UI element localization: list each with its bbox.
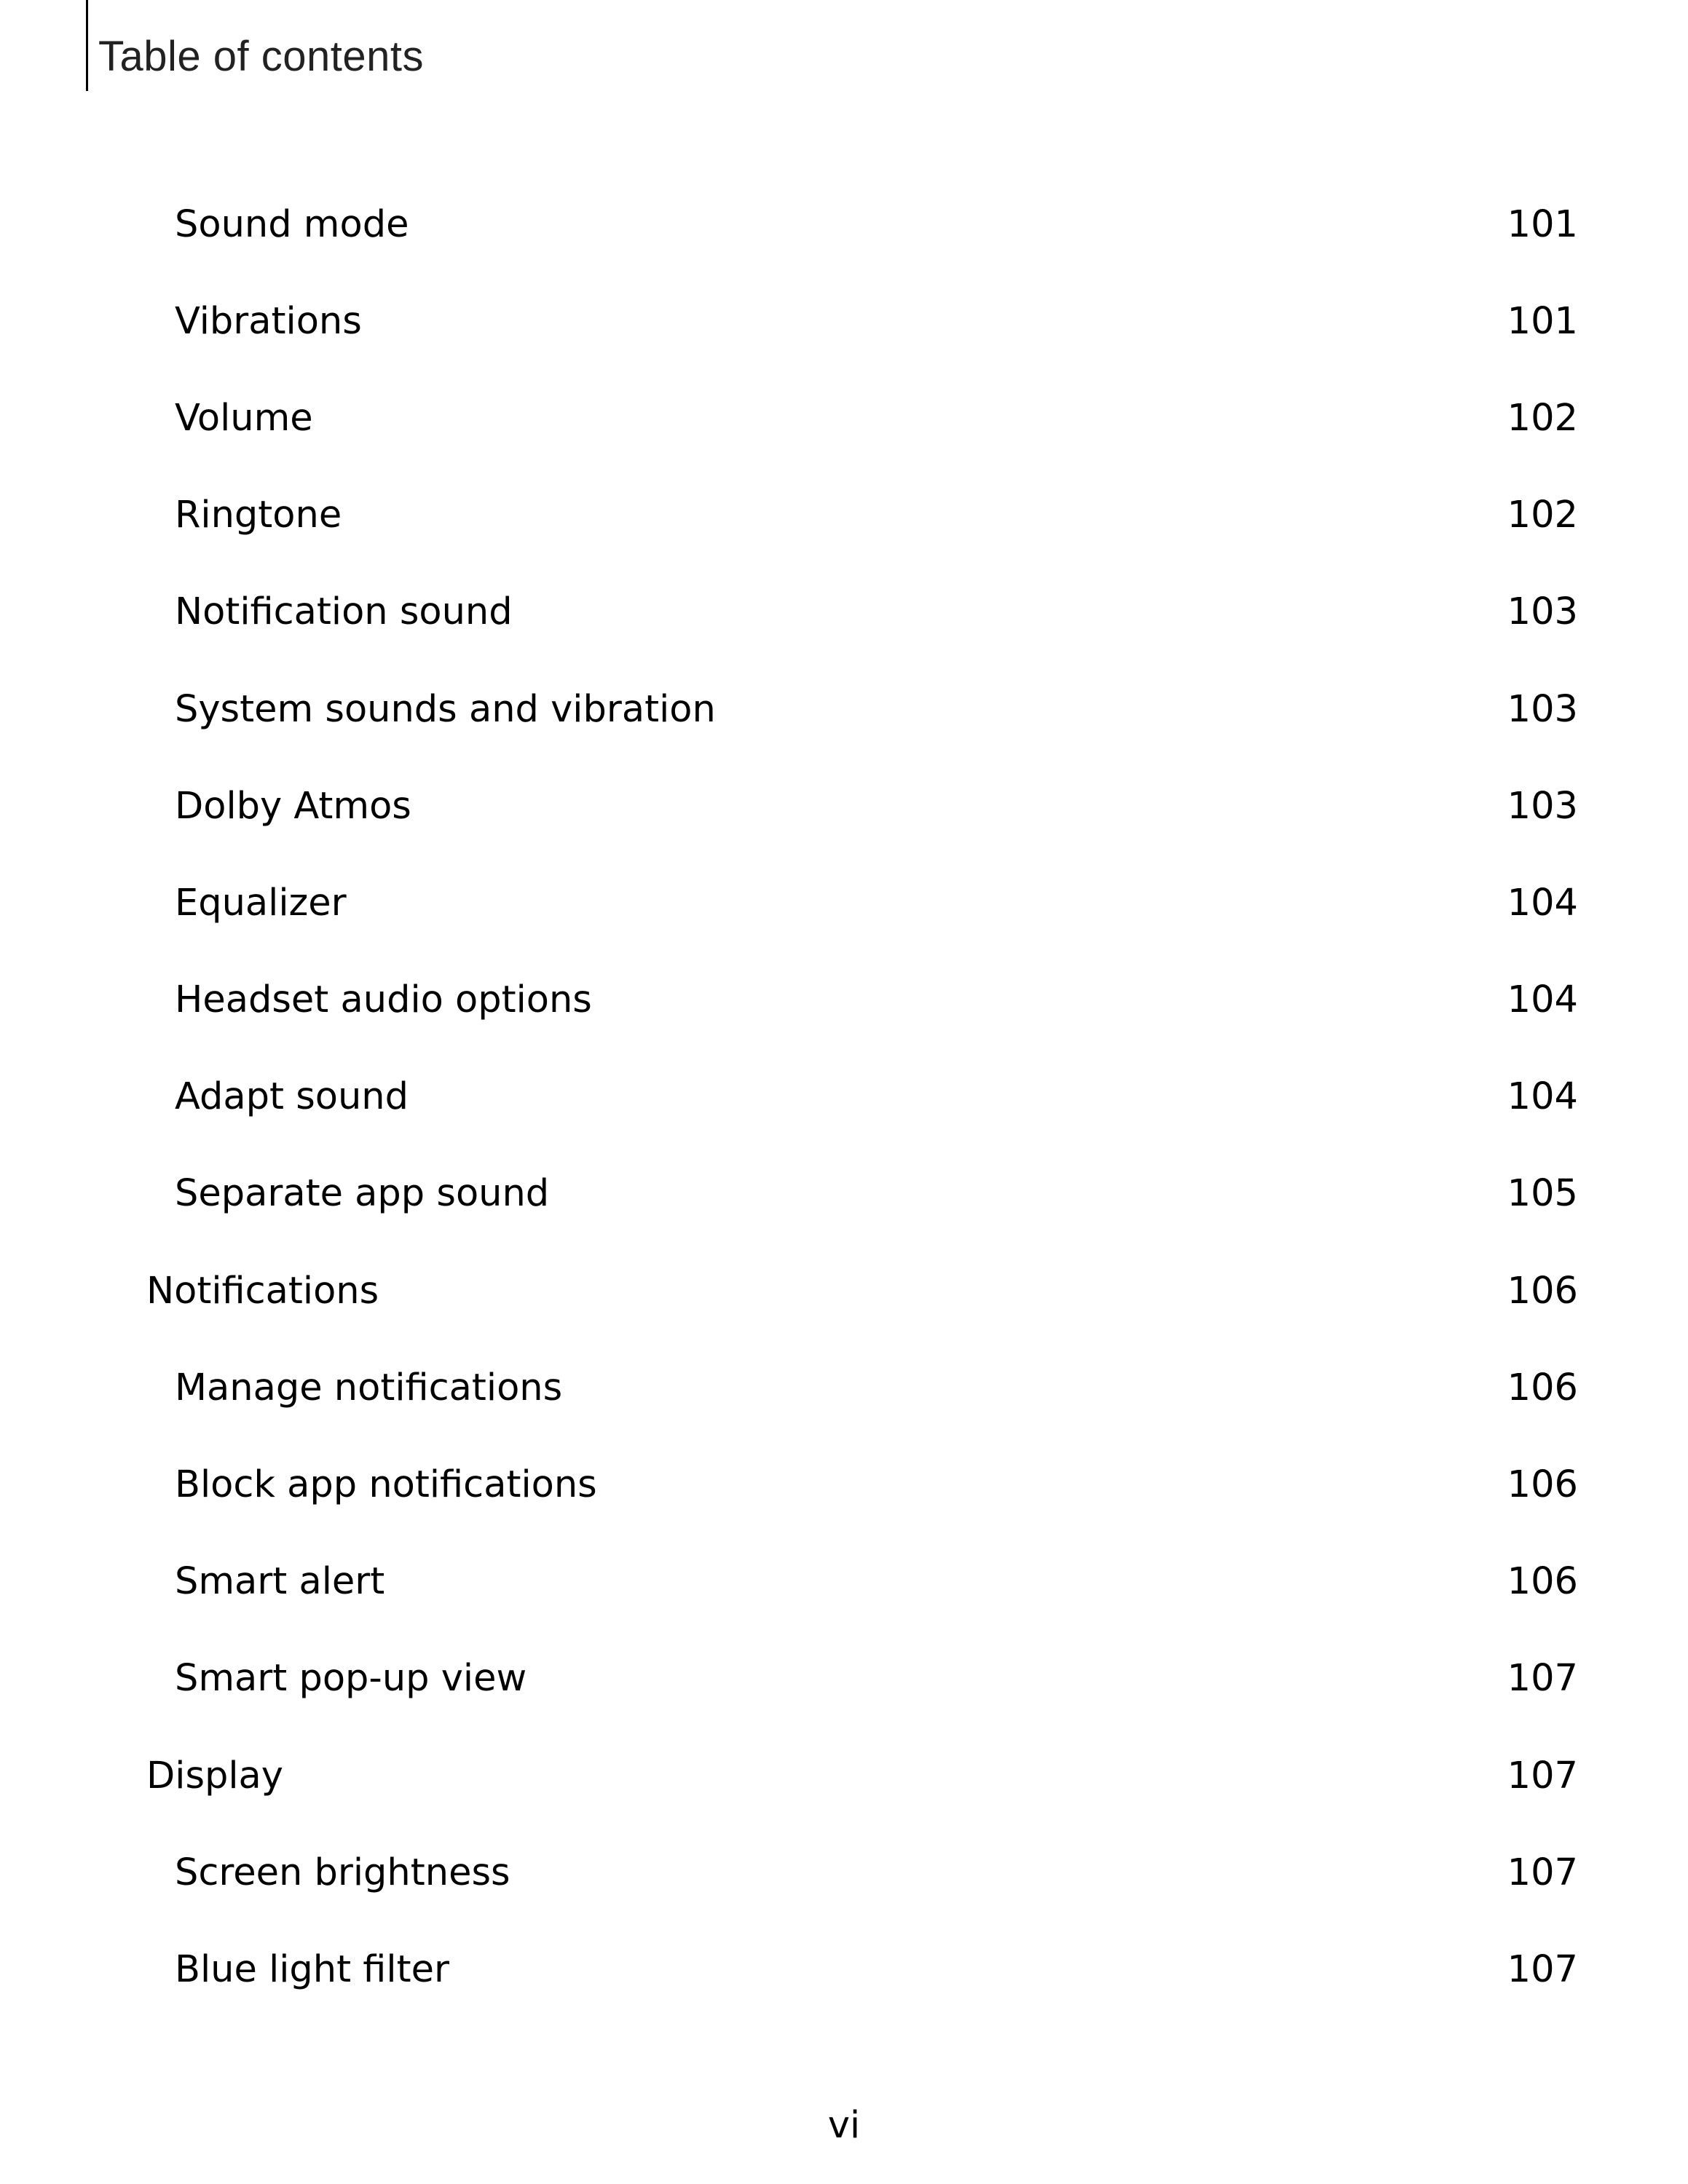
toc-entry-page: 103 [1507,590,1578,634]
toc-entry-page: 106 [1507,1366,1578,1409]
toc-entry-sound-mode[interactable] [0,176,1688,273]
page-title: Table of contents [98,33,425,80]
toc-entry-label: Volume [175,396,313,440]
toc-entry-label: Notifications [146,1269,379,1313]
toc-entry-label: Smart alert [175,1560,385,1604]
toc-entry-label: Separate app sound [175,1172,550,1216]
toc-entry-label: Sound mode [175,202,409,246]
toc-entry-page: 101 [1507,202,1578,246]
header-rule [86,0,88,91]
toc-entry-manage-notifications[interactable] [0,1340,1688,1436]
toc-entry-page: 104 [1507,1075,1578,1119]
page-number: vi [827,2104,861,2147]
toc-entry-blue-light-filter[interactable] [0,1921,1688,2018]
toc-entry-label: Headset audio options [175,978,592,1022]
toc-entry-page: 107 [1507,1754,1578,1797]
toc-entry-separate-app-sound[interactable] [0,1146,1688,1243]
toc-entry-display[interactable] [0,1728,1688,1824]
toc-entry-smart-pop-up-view[interactable] [0,1631,1688,1728]
toc-entry-adapt-sound[interactable] [0,1049,1688,1146]
toc-entry-headset-audio-options[interactable] [0,952,1688,1049]
toc-entry-label: Equalizer [175,881,347,925]
toc-entry-page: 107 [1507,1657,1578,1701]
toc-entry-page: 107 [1507,1851,1578,1894]
toc-entry-system-sounds-and-vibration[interactable] [0,661,1688,758]
toc-entry-notifications[interactable] [0,1243,1688,1340]
toc-entry-page: 103 [1507,784,1578,828]
toc-list [0,176,1688,2019]
toc-entry-page: 105 [1507,1172,1578,1216]
toc-entry-block-app-notifications[interactable] [0,1436,1688,1533]
toc-entry-label: System sounds and vibration [175,687,716,731]
toc-entry-ringtone[interactable] [0,467,1688,564]
toc-entry-dolby-atmos[interactable] [0,758,1688,855]
toc-entry-label: Ringtone [175,494,342,537]
toc-entry-label: Vibrations [175,299,362,343]
toc-entry-label: Smart pop-up view [175,1657,527,1701]
toc-entry-label: Block app notifications [175,1463,597,1507]
toc-entry-label: Adapt sound [175,1075,409,1119]
toc-entry-screen-brightness[interactable] [0,1824,1688,1921]
toc-entry-page: 106 [1507,1560,1578,1604]
toc-entry-label: Notification sound [175,590,513,634]
toc-entry-page: 102 [1507,396,1578,440]
toc-entry-volume[interactable] [0,370,1688,467]
toc-entry-label: Screen brightness [175,1851,510,1894]
toc-entry-smart-alert[interactable] [0,1534,1688,1631]
toc-entry-vibrations[interactable] [0,273,1688,370]
toc-entry-page: 107 [1507,1947,1578,1991]
toc-entry-label: Dolby Atmos [175,784,411,828]
toc-entry-page: 103 [1507,687,1578,731]
toc-entry-page: 101 [1507,299,1578,343]
toc-entry-label: Manage notifications [175,1366,563,1409]
toc-entry-page: 104 [1507,881,1578,925]
toc-entry-page: 106 [1507,1463,1578,1507]
toc-entry-label: Blue light filter [175,1947,449,1991]
toc-entry-equalizer[interactable] [0,855,1688,951]
toc-entry-page: 106 [1507,1269,1578,1313]
toc-entry-notification-sound[interactable] [0,564,1688,661]
toc-entry-page: 104 [1507,978,1578,1022]
toc-entry-label: Display [146,1754,283,1797]
toc-entry-page: 102 [1507,494,1578,537]
